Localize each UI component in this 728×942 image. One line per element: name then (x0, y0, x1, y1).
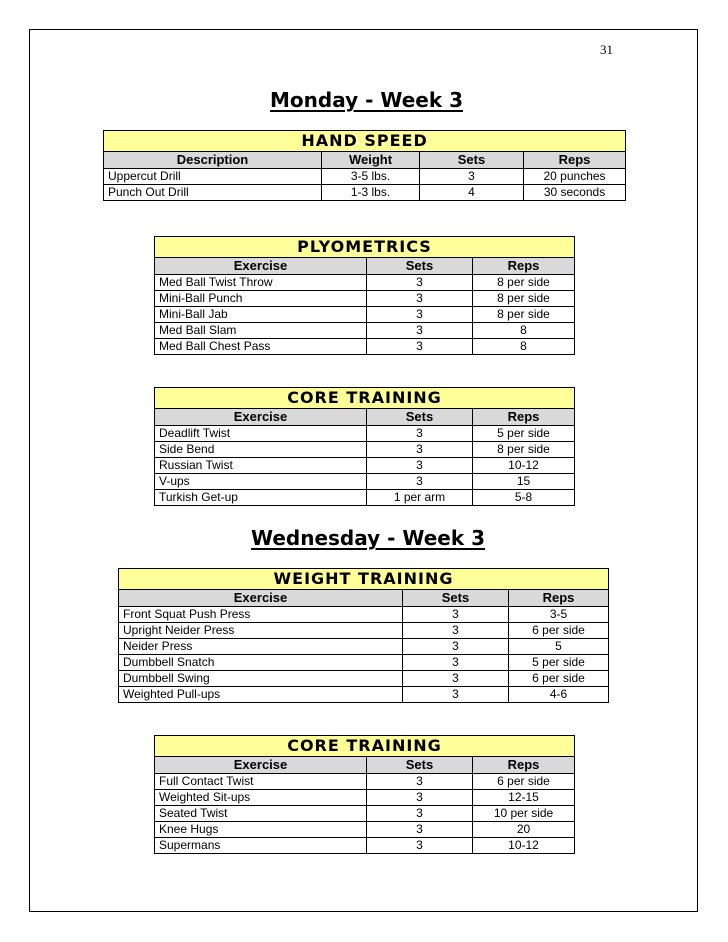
sets-cell: 3 (367, 339, 473, 355)
reps-cell: 10-12 (473, 458, 575, 474)
sets-cell: 1 per arm (367, 490, 473, 506)
exercise-cell: Med Ball Chest Pass (155, 339, 367, 355)
reps-cell: 12-15 (473, 790, 575, 806)
sets-cell: 3 (367, 291, 473, 307)
sets-cell: 3 (367, 442, 473, 458)
reps-cell: 20 (473, 822, 575, 838)
table-row (155, 426, 575, 442)
day-heading-monday: Monday - Week 3 (270, 88, 463, 112)
exercise-cell: Upright Neider Press (119, 623, 403, 639)
sets-cell: 3 (367, 806, 473, 822)
table-row (155, 307, 575, 323)
sets-cell: 3 (403, 607, 509, 623)
table-row (155, 806, 575, 822)
weight-training-table (118, 568, 609, 703)
column-header: Reps (509, 590, 609, 607)
table-row (155, 458, 575, 474)
exercise-cell: Punch Out Drill (104, 185, 322, 201)
reps-cell: 20 punches (524, 169, 626, 185)
reps-cell: 10 per side (473, 806, 575, 822)
column-header: Exercise (155, 409, 367, 426)
sets-cell: 3 (403, 639, 509, 655)
reps-cell: 5 per side (473, 426, 575, 442)
column-header: Description (104, 152, 322, 169)
reps-cell: 8 per side (473, 307, 575, 323)
reps-cell: 5-8 (473, 490, 575, 506)
hand-speed-table (103, 130, 626, 201)
table-row (155, 442, 575, 458)
exercise-cell: Med Ball Twist Throw (155, 275, 367, 291)
sets-cell: 3 (403, 655, 509, 671)
reps-cell: 5 per side (509, 655, 609, 671)
reps-cell: 3-5 (509, 607, 609, 623)
sets-cell: 3 (367, 426, 473, 442)
sets-cell: 3 (367, 275, 473, 291)
column-header: Sets (367, 409, 473, 426)
table-row (155, 339, 575, 355)
column-header: Sets (367, 757, 473, 774)
exercise-cell: Uppercut Drill (104, 169, 322, 185)
exercise-cell: Turkish Get-up (155, 490, 367, 506)
exercise-cell: Russian Twist (155, 458, 367, 474)
exercise-cell: Weighted Pull-ups (119, 687, 403, 703)
reps-cell: 30 seconds (524, 185, 626, 201)
sets-cell: 3 (367, 822, 473, 838)
weight-cell: 3-5 lbs. (322, 169, 420, 185)
table-row (119, 687, 609, 703)
table-title: PLYOMETRICS (155, 237, 575, 258)
sets-cell: 3 (403, 687, 509, 703)
sets-cell: 3 (367, 838, 473, 854)
table-row (155, 790, 575, 806)
table-row (155, 822, 575, 838)
table-row (155, 291, 575, 307)
sets-cell: 4 (420, 185, 524, 201)
table-row (119, 623, 609, 639)
table-row (155, 838, 575, 854)
exercise-cell: Mini-Ball Punch (155, 291, 367, 307)
column-header: Exercise (155, 757, 367, 774)
column-header: Exercise (155, 258, 367, 275)
column-header: Sets (420, 152, 524, 169)
table-row (119, 671, 609, 687)
reps-cell: 8 per side (473, 291, 575, 307)
sets-cell: 3 (367, 458, 473, 474)
reps-cell: 15 (473, 474, 575, 490)
exercise-cell: Neider Press (119, 639, 403, 655)
table-row (119, 607, 609, 623)
sets-cell: 3 (367, 790, 473, 806)
table-row (155, 474, 575, 490)
exercise-cell: Side Bend (155, 442, 367, 458)
table-row (104, 169, 626, 185)
table-row (155, 490, 575, 506)
exercise-cell: Mini-Ball Jab (155, 307, 367, 323)
table-title: CORE TRAINING (155, 388, 575, 409)
core-training-table-wednesday (154, 735, 575, 854)
reps-cell: 5 (509, 639, 609, 655)
reps-cell: 6 per side (509, 671, 609, 687)
reps-cell: 6 per side (509, 623, 609, 639)
column-header: Exercise (119, 590, 403, 607)
table-row (119, 639, 609, 655)
table-title: CORE TRAINING (155, 736, 575, 757)
reps-cell: 4-6 (509, 687, 609, 703)
column-header: Weight (322, 152, 420, 169)
exercise-cell: Seated Twist (155, 806, 367, 822)
sets-cell: 3 (367, 474, 473, 490)
plyometrics-table (154, 236, 575, 355)
reps-cell: 6 per side (473, 774, 575, 790)
reps-cell: 8 per side (473, 442, 575, 458)
exercise-cell: Front Squat Push Press (119, 607, 403, 623)
column-header: Reps (473, 409, 575, 426)
table-title: WEIGHT TRAINING (119, 569, 609, 590)
sets-cell: 3 (403, 671, 509, 687)
core-training-table-monday (154, 387, 575, 506)
table-row (155, 774, 575, 790)
reps-cell: 8 (473, 323, 575, 339)
exercise-cell: Dumbbell Swing (119, 671, 403, 687)
day-heading-wednesday: Wednesday - Week 3 (251, 526, 486, 550)
sets-cell: 3 (367, 774, 473, 790)
exercise-cell: Knee Hugs (155, 822, 367, 838)
table-row (104, 185, 626, 201)
page-number: 31 (600, 42, 613, 57)
column-header: Sets (403, 590, 509, 607)
column-header: Sets (367, 258, 473, 275)
exercise-cell: Med Ball Slam (155, 323, 367, 339)
table-row (155, 323, 575, 339)
weight-cell: 1-3 lbs. (322, 185, 420, 201)
column-header: Reps (473, 757, 575, 774)
column-header: Reps (473, 258, 575, 275)
exercise-cell: V-ups (155, 474, 367, 490)
table-row (119, 655, 609, 671)
exercise-cell: Weighted Sit-ups (155, 790, 367, 806)
table-row (155, 275, 575, 291)
exercise-cell: Full Contact Twist (155, 774, 367, 790)
table-title: HAND SPEED (104, 131, 626, 152)
reps-cell: 8 per side (473, 275, 575, 291)
reps-cell: 8 (473, 339, 575, 355)
sets-cell: 3 (367, 307, 473, 323)
column-header: Reps (524, 152, 626, 169)
sets-cell: 3 (367, 323, 473, 339)
exercise-cell: Dumbbell Snatch (119, 655, 403, 671)
sets-cell: 3 (403, 623, 509, 639)
exercise-cell: Supermans (155, 838, 367, 854)
sets-cell: 3 (420, 169, 524, 185)
exercise-cell: Deadlift Twist (155, 426, 367, 442)
reps-cell: 10-12 (473, 838, 575, 854)
